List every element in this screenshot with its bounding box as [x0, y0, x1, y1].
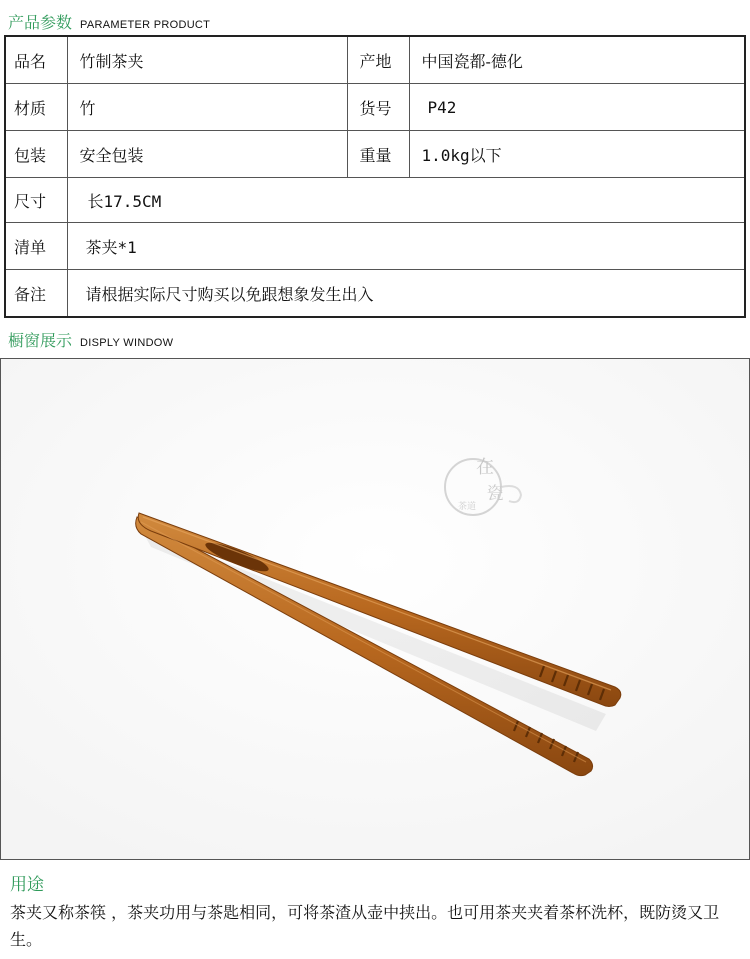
- display-title-en: DISPLY WINDOW: [80, 337, 174, 349]
- origin-label: 产地: [347, 36, 409, 84]
- bamboo-tongs-illustration: [1, 359, 749, 859]
- parameter-title-en: PARAMETER PRODUCT: [80, 19, 211, 31]
- watermark-glyph-top: 在: [476, 457, 494, 478]
- origin-value: 中国瓷都-德化: [409, 36, 745, 84]
- table-row: [5, 223, 745, 270]
- item-no-label: 货号: [347, 84, 409, 131]
- table-row: [5, 270, 745, 318]
- name-label: 品名: [5, 36, 67, 84]
- display-title-cn: 橱窗展示: [8, 331, 73, 350]
- name-value: 竹制茶夹: [67, 36, 347, 84]
- usage-title: 用途: [10, 875, 44, 895]
- weight-label: 重量: [347, 131, 409, 178]
- usage-description: 茶夹又称茶筷 ，茶夹功用与茶匙相同，可将茶渣从壶中挟出。也可用茶夹夹着茶杯洗杯，既防烫又卫生。: [10, 903, 720, 949]
- size-label: 尺寸: [5, 178, 67, 223]
- weight-value: 1.0kg以下: [409, 131, 745, 178]
- packing-label: 包装: [5, 131, 67, 178]
- list-value: 茶夹*1: [67, 223, 745, 270]
- note-value: 请根据实际尺寸购买以免跟想象发生出入: [67, 270, 745, 318]
- material-label: 材质: [5, 84, 67, 131]
- list-label: 清单: [5, 223, 67, 270]
- item-no-value: P42: [409, 84, 745, 131]
- product-photo: [0, 358, 750, 860]
- note-label: 备注: [5, 270, 67, 318]
- watermark-glyph-mid: 瓷: [486, 484, 504, 504]
- display-section-header: [8, 328, 173, 350]
- parameter-title-cn: 产品参数: [8, 13, 73, 32]
- table-row: [5, 178, 745, 223]
- table-row: [5, 131, 745, 178]
- watermark-glyph-bottom: 茶道: [457, 502, 477, 512]
- parameter-table: [4, 35, 746, 318]
- packing-value: 安全包装: [67, 131, 347, 178]
- parameter-section-header: [8, 10, 210, 32]
- size-value: 长17.5CM: [67, 178, 745, 223]
- table-row: [5, 84, 745, 131]
- material-value: 竹: [67, 84, 347, 131]
- table-row: [5, 36, 745, 84]
